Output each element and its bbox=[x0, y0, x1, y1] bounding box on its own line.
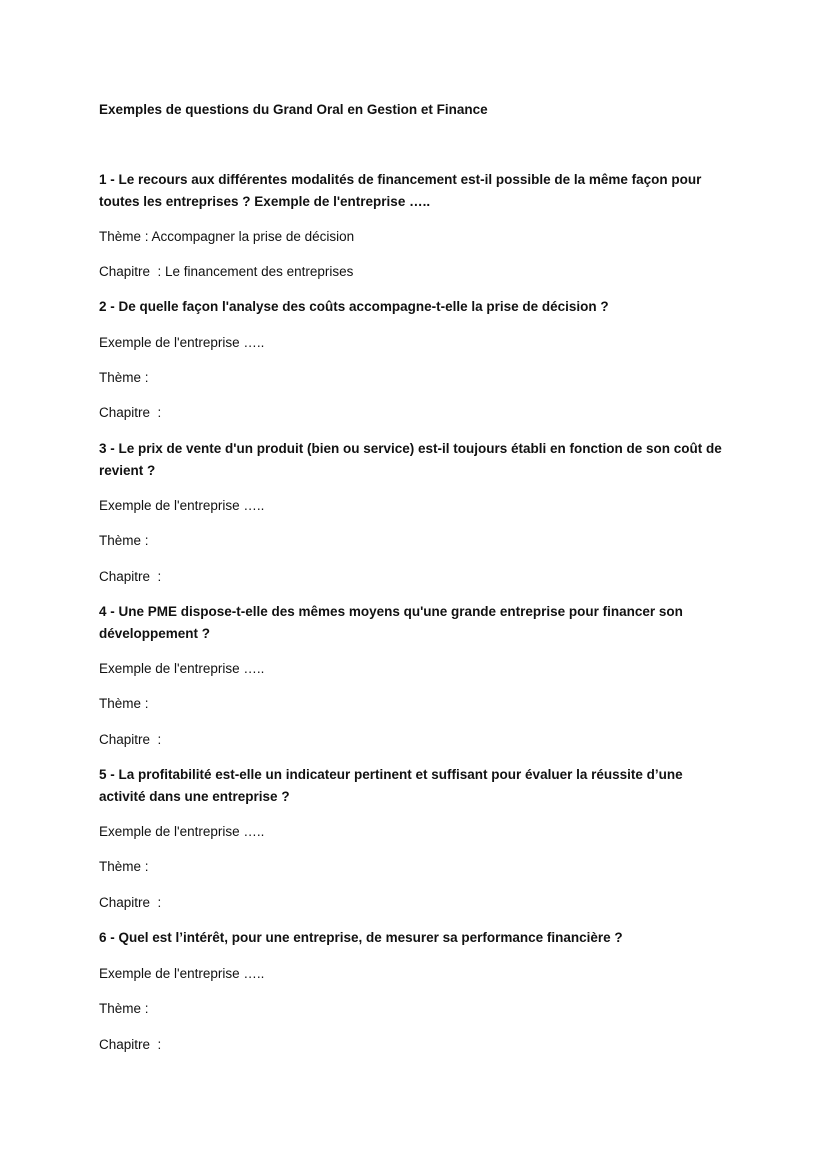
question-4-chapitre: Chapitre : bbox=[99, 732, 162, 747]
question-6: 6 - Quel est l’intérêt, pour une entreprise, de mesurer sa performance financière ? bbox=[99, 930, 623, 945]
question-1: 1 - Le recours aux différentes modalités de financement est-il possible de la même façon pour toutes les entreprises ? Exemple de l'entreprise ….. bbox=[99, 172, 702, 209]
document-title: Exemples de questions du Grand Oral en Gestion et Finance bbox=[99, 102, 488, 117]
question-3: 3 - Le prix de vente d'un produit (bien ou service) est-il toujours établi en fonction de son coût de revient ? bbox=[99, 441, 722, 478]
question-4-theme: Thème : bbox=[99, 696, 149, 711]
question-1-chapitre: Chapitre : Le financement des entreprises bbox=[99, 264, 354, 279]
question-1-theme: Thème : Accompagner la prise de décision bbox=[99, 229, 355, 244]
question-2-exemple: Exemple de l'entreprise ….. bbox=[99, 335, 265, 350]
question-6-theme: Thème : bbox=[99, 1001, 149, 1016]
question-3-exemple: Exemple de l'entreprise ….. bbox=[99, 498, 265, 513]
question-5-theme: Thème : bbox=[99, 859, 149, 874]
question-4: 4 - Une PME dispose-t-elle des mêmes moyens qu'une grande entreprise pour financer son développement ? bbox=[99, 604, 683, 641]
question-2-chapitre: Chapitre : bbox=[99, 405, 162, 420]
question-5-chapitre: Chapitre : bbox=[99, 895, 162, 910]
question-3-chapitre: Chapitre : bbox=[99, 569, 162, 584]
question-2: 2 - De quelle façon l'analyse des coûts accompagne-t-elle la prise de décision ? bbox=[99, 299, 609, 314]
question-5-exemple: Exemple de l'entreprise ….. bbox=[99, 824, 265, 839]
question-5: 5 - La profitabilité est-elle un indicateur pertinent et suffisant pour évaluer la réussite d’une activité dans une entreprise ? bbox=[99, 767, 683, 804]
question-6-chapitre: Chapitre : bbox=[99, 1037, 162, 1052]
question-2-theme: Thème : bbox=[99, 370, 149, 385]
question-6-exemple: Exemple de l'entreprise ….. bbox=[99, 966, 265, 981]
question-3-theme: Thème : bbox=[99, 533, 149, 548]
question-4-exemple: Exemple de l'entreprise ….. bbox=[99, 661, 265, 676]
